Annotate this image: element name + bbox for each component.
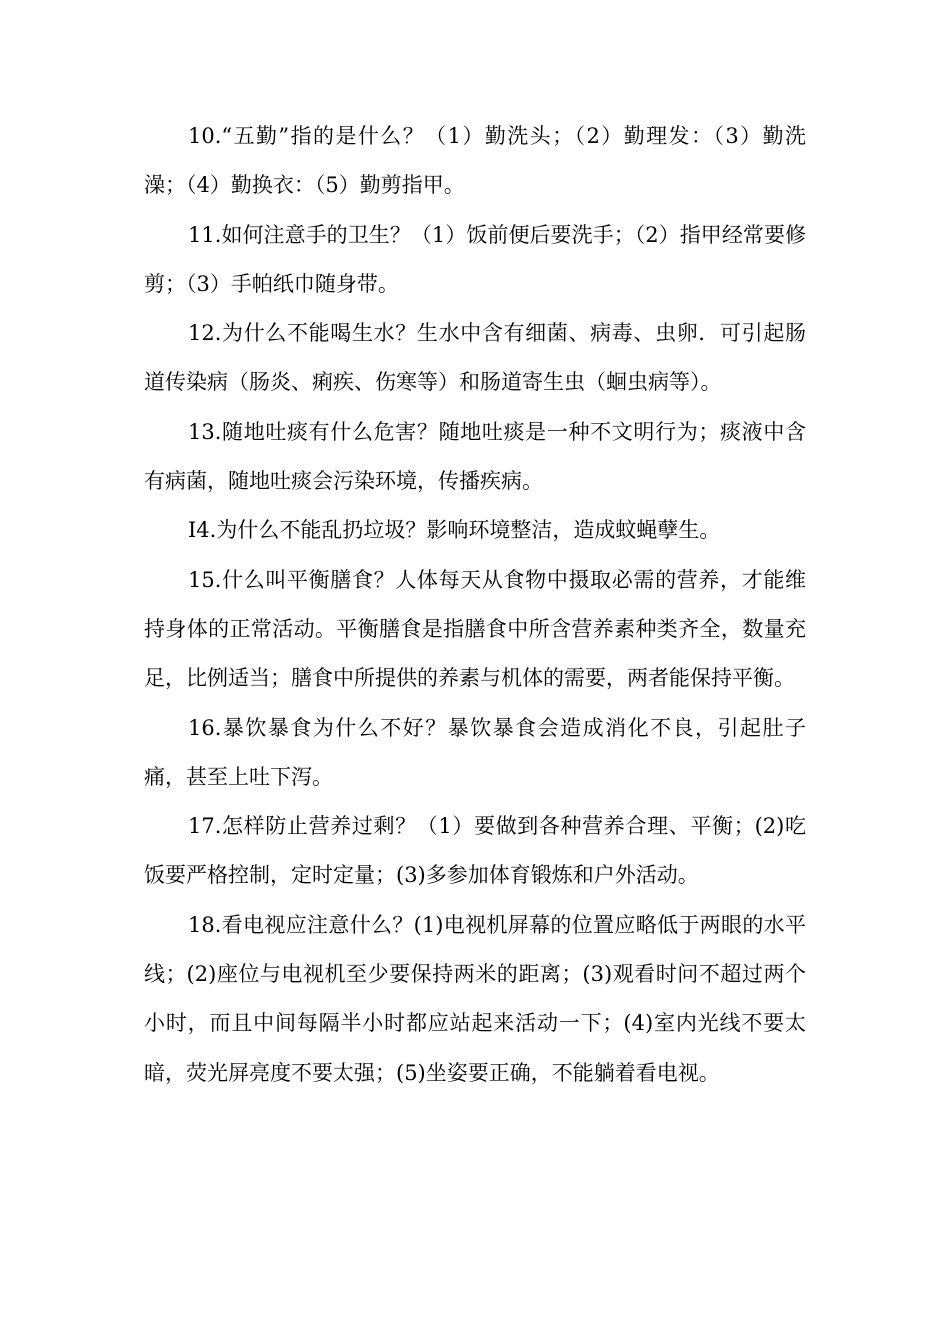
paragraph-item-13: 13.随地吐痰有什么危害？随地吐痰是一种不文明行为；痰液中含有病菌，随地吐痰会污染环境，传播疾病。 xyxy=(144,419,806,494)
paragraph-item-16: 16.暴饮暴食为什么不好？暴饮暴食会造成消化不良，引起肚子痛，甚至上吐下泻。 xyxy=(144,715,806,789)
paragraph-item-18: 18.看电视应注意什么？(1)电视机屏幕的位置应略低于两眼的水平线；(2)座位与电视机至少要保持两米的距离；(3)观看时问不超过两个小时，而且中间每隔半小时都应站起来活动一下；(4)室内光线不要太暗，荧光屏亮度不要太强；(5)坐姿要正确，不能躺着看电视。 xyxy=(144,912,806,1085)
paragraph-item-11: 11.如何注意手的卫生？（1）饭前便后要洗手；（2）指甲经常要修剪；（3）手帕纸巾随身带。 xyxy=(144,222,806,296)
paragraph-item-10: 10.“五勤”指的是什么？（1）勤洗头；（2）勤理发：（3）勤洗澡；（4）勤换衣：（5）勤剪指甲。 xyxy=(144,124,806,198)
paragraph-item-12: 12.为什么不能喝生水？生水中含有细菌、病毒、虫卵．可引起肠道传染病（肠炎、痢疾、伤寒等）和肠道寄生虫（蛔虫病等）。 xyxy=(144,321,806,395)
paragraph-item-14: I4.为什么不能乱扔垃圾？影响环境整洁，造成蚊蝇孽生。 xyxy=(188,518,721,543)
document-body xyxy=(144,112,806,1098)
paragraph-item-15: 15.什么叫平衡膳食？人体每天从食物中摄取必需的营养，才能维持身体的正常活动。平衡膳食是指膳食中所含营养素种类齐全，数量充足，比例适当；膳食中所提供的养素与机体的需要，两者能保持平衡。 xyxy=(144,567,806,691)
paragraph-item-17: 17.怎样防止营养过剩？（1）要做到各种营养合理、平衡；(2)吃饭要严格控制，定时定量；(3)多参加体育锻炼和户外活动。 xyxy=(144,814,806,888)
